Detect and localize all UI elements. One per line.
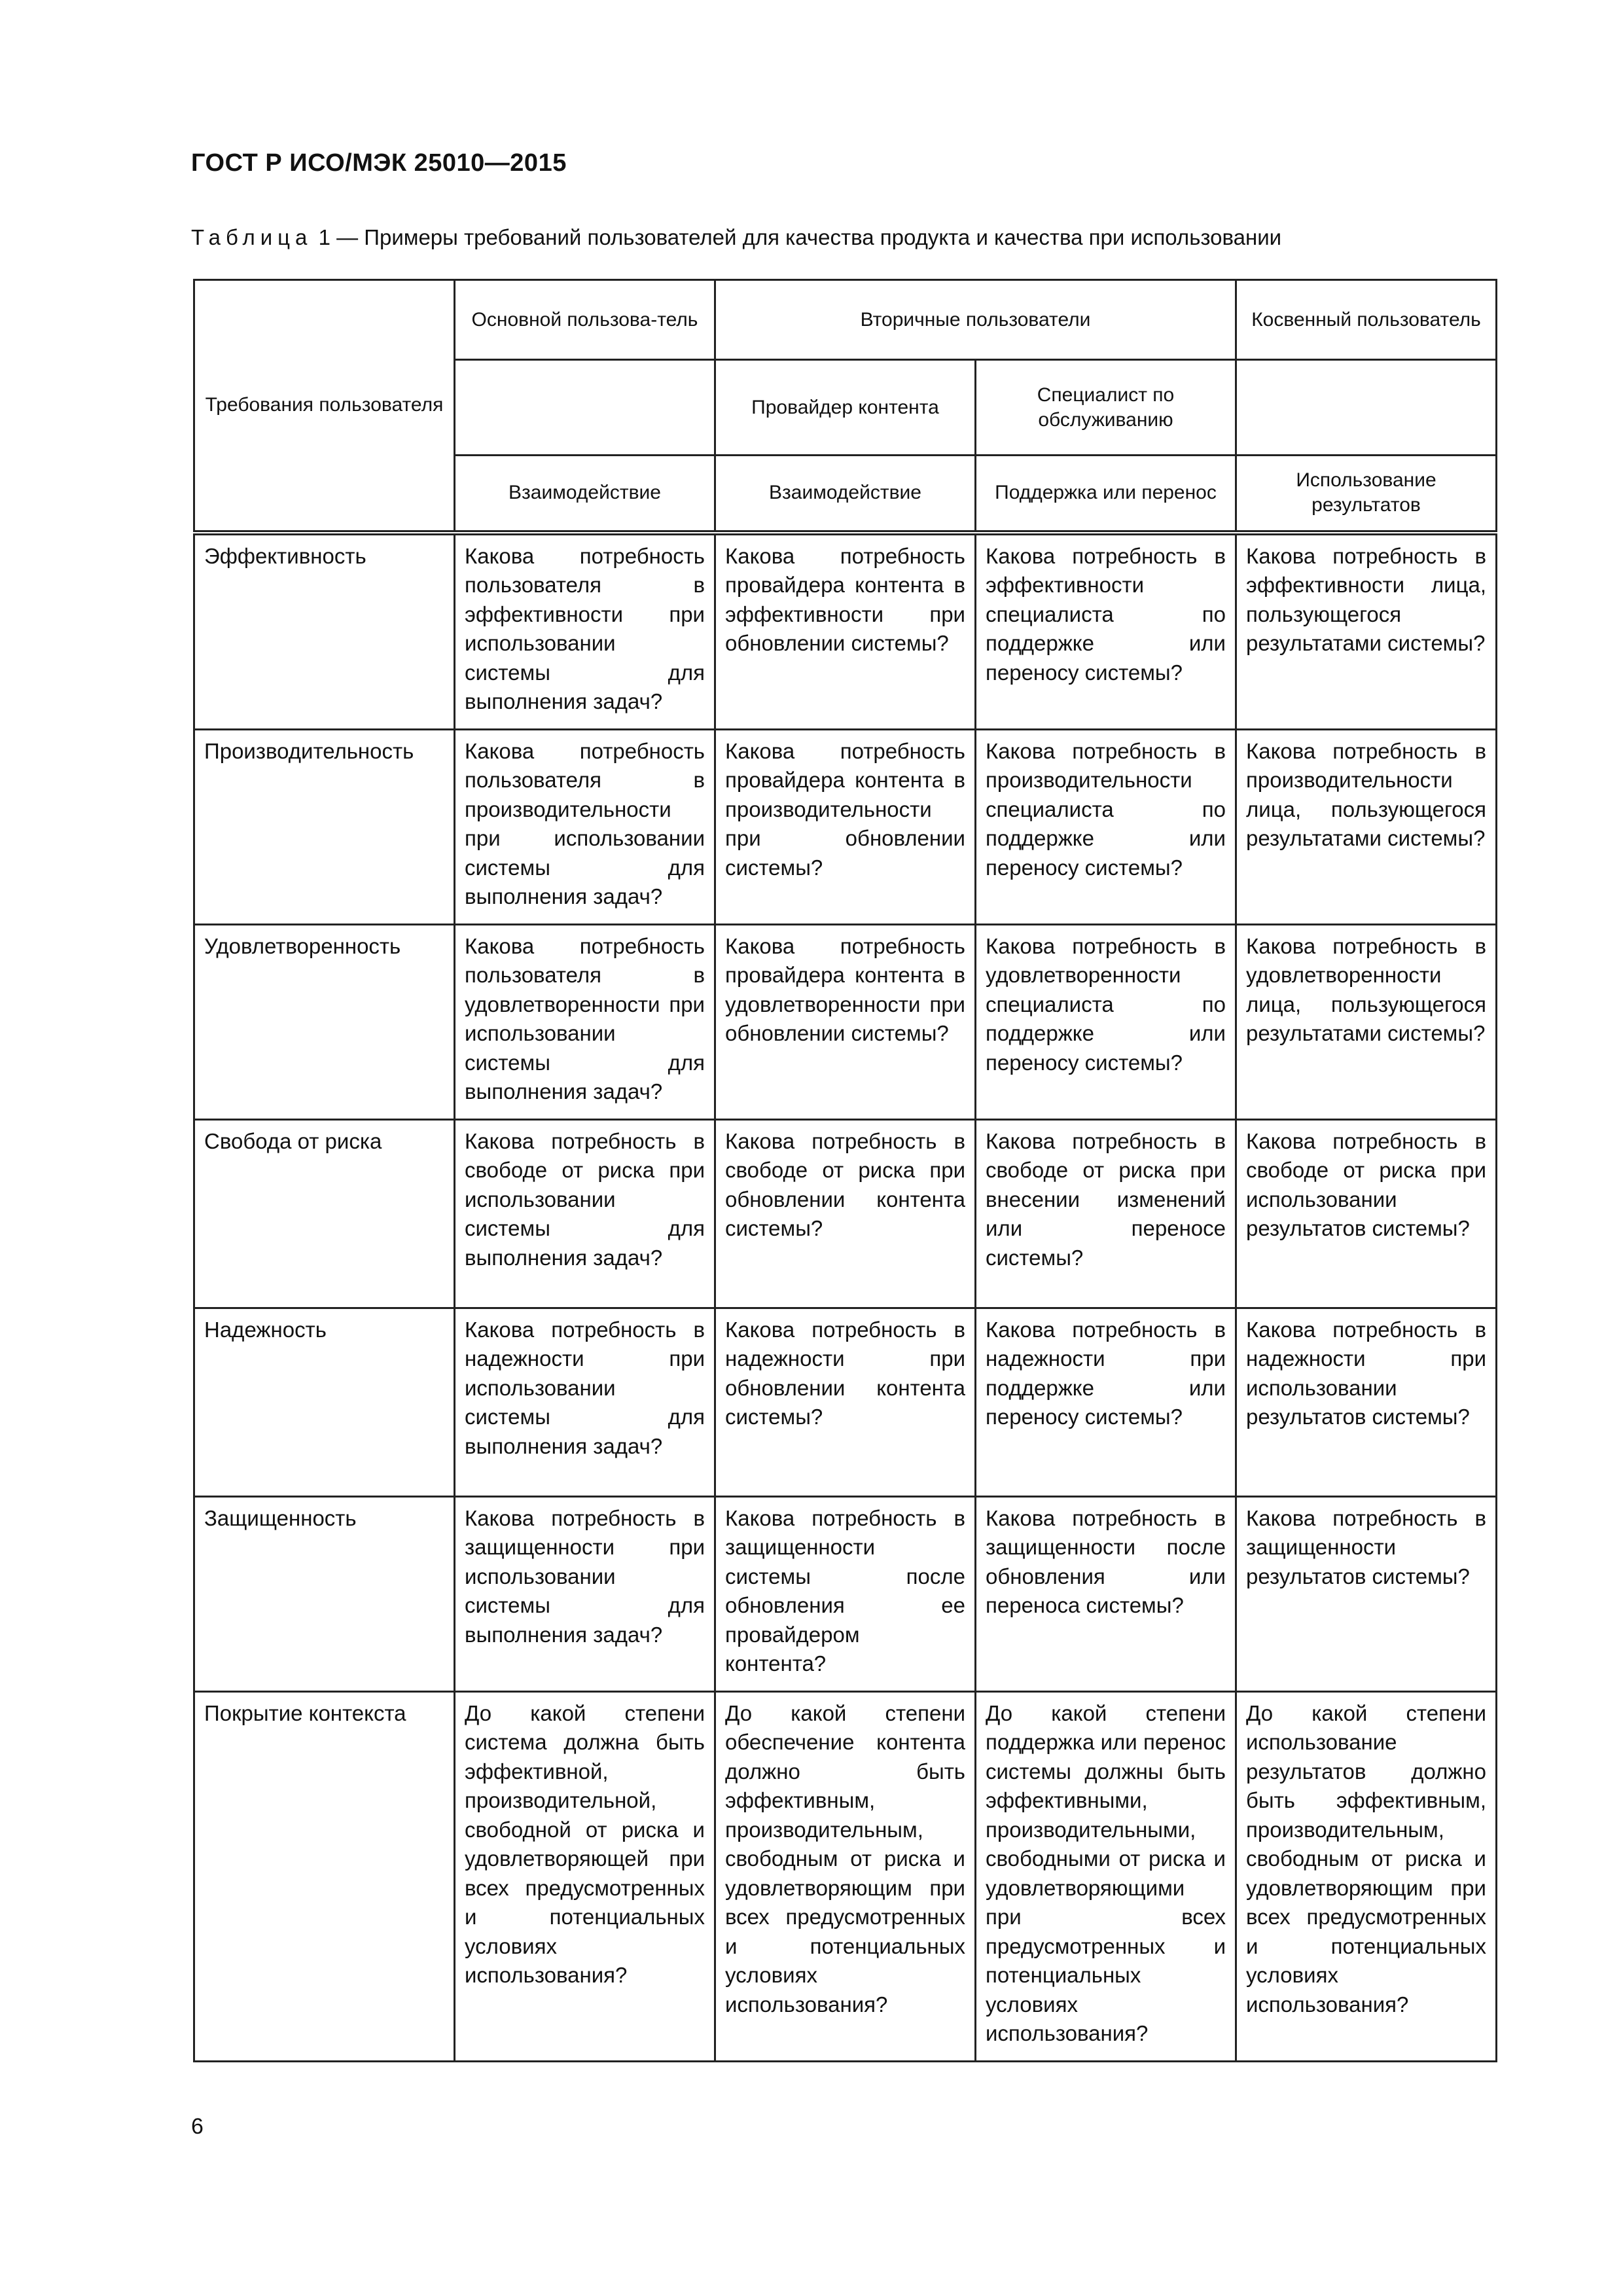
cell-content-provider: Какова потребность в защищенности системы после обновления ее провайдером контента? bbox=[715, 1496, 976, 1691]
cell-primary: Какова потребность в защищенности при использовании системы для выполнения задач? bbox=[455, 1496, 715, 1691]
cell-content-provider: Какова потребность провайдера контента в эффективности при обновлении системы? bbox=[715, 533, 976, 730]
header-activity-indirect: Использование результатов bbox=[1236, 456, 1497, 533]
header-indirect-user: Косвенный пользователь bbox=[1236, 280, 1497, 360]
header-activity-content-provider: Взаимодействие bbox=[715, 456, 976, 533]
cell-indirect: Какова потребность в удовлетворенности лица, пользующегося результатами системы? bbox=[1236, 924, 1497, 1119]
table-row bbox=[194, 533, 1497, 730]
caption-label: Таблица bbox=[191, 225, 313, 249]
cell-maintainer: Какова потребность в свободе от риска при внесении изменений или переносе системы? bbox=[976, 1119, 1236, 1308]
header-indirect-blank bbox=[1236, 360, 1497, 456]
row-requirement: Производительность bbox=[194, 729, 455, 924]
cell-indirect: Какова потребность в свободе от риска при использовании результатов системы? bbox=[1236, 1119, 1497, 1308]
table-row bbox=[194, 924, 1497, 1119]
row-requirement: Эффективность bbox=[194, 533, 455, 730]
cell-primary: Какова потребность в надежности при использовании системы для выполнения задач? bbox=[455, 1308, 715, 1496]
document-header: ГОСТ Р ИСО/МЭК 25010—2015 bbox=[191, 149, 567, 177]
cell-content-provider: До какой степени обеспечение контента должно быть эффективным, производительным, свободным от риска и удовлетворяющим при всех предусмотренных и потенциальных условиях использования? bbox=[715, 1691, 976, 2061]
cell-primary: До какой степени система должна быть эффективной, производительной, свободной от риска и удовлетворяющей при всех предусмотренных и потенциальных условиях использования? bbox=[455, 1691, 715, 2061]
cell-indirect: Какова потребность в производительности лица, пользующегося результатами системы? bbox=[1236, 729, 1497, 924]
header-requirement: Требования пользователя bbox=[194, 280, 455, 533]
header-primary-user: Основной пользова-тель bbox=[455, 280, 715, 360]
cell-content-provider: Какова потребность провайдера контента в производительности при обновлении системы? bbox=[715, 729, 976, 924]
header-content-provider: Провайдер контента bbox=[715, 360, 976, 456]
page-number: 6 bbox=[191, 2114, 204, 2139]
table-caption bbox=[191, 225, 1281, 250]
cell-indirect: Какова потребность в защищенности результатов системы? bbox=[1236, 1496, 1497, 1691]
header-secondary-users: Вторичные пользователи bbox=[715, 280, 1236, 360]
row-requirement: Надежность bbox=[194, 1308, 455, 1496]
row-requirement: Покрытие контекста bbox=[194, 1691, 455, 2061]
cell-content-provider: Какова потребность в свободе от риска при обновлении контента системы? bbox=[715, 1119, 976, 1308]
caption-text: — Примеры требований пользователей для качества продукта и качества при использовании bbox=[336, 225, 1282, 249]
cell-maintainer: До какой степени поддержка или перенос системы должны быть эффективными, производительными, свободными от риска и удовлетворяющими при всех предусмотренных и потенциальных условиях использования? bbox=[976, 1691, 1236, 2061]
cell-maintainer: Какова потребность в защищенности после обновления или переноса системы? bbox=[976, 1496, 1236, 1691]
table-row bbox=[194, 729, 1497, 924]
header-primary-blank bbox=[455, 360, 715, 456]
cell-maintainer: Какова потребность в удовлетворенности специалиста по поддержке или переносу системы? bbox=[976, 924, 1236, 1119]
cell-indirect: Какова потребность в надежности при использовании результатов системы? bbox=[1236, 1308, 1497, 1496]
table-row bbox=[194, 1308, 1497, 1496]
cell-content-provider: Какова потребность провайдера контента в удовлетворенности при обновлении системы? bbox=[715, 924, 976, 1119]
cell-maintainer: Какова потребность в производительности специалиста по поддержке или переносу системы? bbox=[976, 729, 1236, 924]
cell-primary: Какова потребность пользователя в производительности при использовании системы для выполнения задач? bbox=[455, 729, 715, 924]
cell-primary: Какова потребность в свободе от риска при использовании системы для выполнения задач? bbox=[455, 1119, 715, 1308]
cell-primary: Какова потребность пользователя в эффективности при использовании системы для выполнения задач? bbox=[455, 533, 715, 730]
cell-maintainer: Какова потребность в надежности при поддержке или переносу системы? bbox=[976, 1308, 1236, 1496]
table-row bbox=[194, 1496, 1497, 1691]
row-requirement: Защищенность bbox=[194, 1496, 455, 1691]
table-row bbox=[194, 1691, 1497, 2061]
header-activity-maintainer: Поддержка или перенос bbox=[976, 456, 1236, 533]
header-maintainer: Специалист по обслуживанию bbox=[976, 360, 1236, 456]
requirements-table bbox=[193, 279, 1497, 2062]
caption-number: 1 bbox=[318, 225, 330, 249]
header-activity-primary: Взаимодействие bbox=[455, 456, 715, 533]
row-requirement: Свобода от риска bbox=[194, 1119, 455, 1308]
cell-primary: Какова потребность пользователя в удовлетворенности при использовании системы для выполнения задач? bbox=[455, 924, 715, 1119]
row-requirement: Удовлетворенность bbox=[194, 924, 455, 1119]
cell-indirect: До какой степени использование результатов должно быть эффективным, производительным, свободным от риска и удовлетворяющим при всех предусмотренных и потенциальных условиях использования? bbox=[1236, 1691, 1497, 2061]
cell-maintainer: Какова потребность в эффективности специалиста по поддержке или переносу системы? bbox=[976, 533, 1236, 730]
cell-content-provider: Какова потребность в надежности при обновлении контента системы? bbox=[715, 1308, 976, 1496]
cell-indirect: Какова потребность в эффективности лица, пользующегося результатами системы? bbox=[1236, 533, 1497, 730]
table-row bbox=[194, 1119, 1497, 1308]
